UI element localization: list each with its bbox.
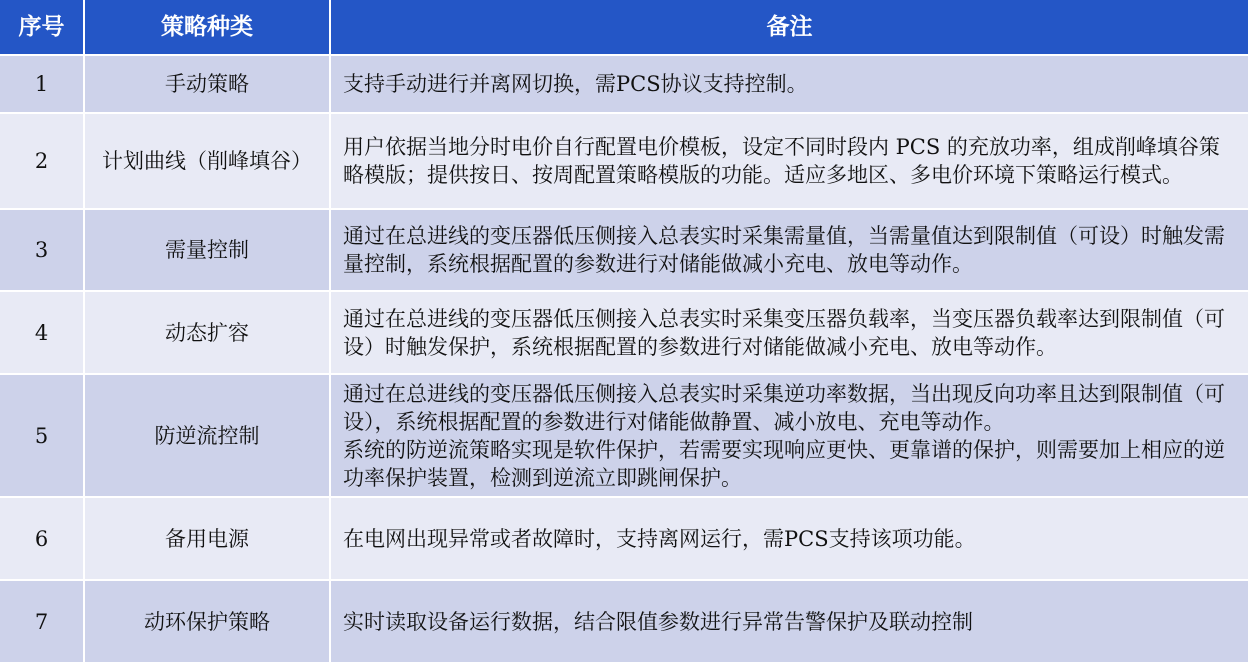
table-row bbox=[0, 114, 1248, 210]
row-note-text: 通过在总进线的变压器低压侧接入总表实时采集逆功率数据，当出现反向功率且达到限制值（可设），系统根据配置的参数进行对储能做静置、减小放电、充电等动作。 bbox=[343, 381, 1225, 434]
row-note-text: 用户依据当地分时电价自行配置电价模板，设定不同时段内 PCS 的充放功率，组成削峰填谷策略模版；提供按日、按周配置策略模版的功能。适应多地区、多电价环境下策略运行模式。 bbox=[343, 135, 1220, 187]
table-row bbox=[0, 498, 1248, 581]
row-note bbox=[331, 114, 1248, 208]
row-note bbox=[331, 498, 1248, 579]
row-num: 7 bbox=[0, 581, 85, 662]
table-header bbox=[0, 0, 1248, 56]
row-type: 动态扩容 bbox=[85, 292, 331, 373]
row-type: 防逆流控制 bbox=[85, 375, 331, 496]
row-note-text: 通过在总进线的变压器低压侧接入总表实时采集变压器负载率，当变压器负载率达到限制值（可设）时触发保护，系统根据配置的参数进行对储能做减小充电、放电等动作。 bbox=[343, 306, 1225, 359]
table-row bbox=[0, 56, 1248, 114]
table-row bbox=[0, 210, 1248, 292]
row-note-text: 通过在总进线的变压器低压侧接入总表实时采集需量值，当需量值达到限制值（可设）时触发需量控制，系统根据配置的参数进行对储能做减小充电、放电等动作。 bbox=[343, 224, 1225, 276]
header-type: 策略种类 bbox=[85, 0, 331, 54]
row-num: 1 bbox=[0, 56, 85, 112]
row-note-text: 实时读取设备运行数据，结合限值参数进行异常告警保护及联动控制 bbox=[343, 609, 973, 634]
row-type: 需量控制 bbox=[85, 210, 331, 290]
table-row bbox=[0, 581, 1248, 664]
row-type: 备用电源 bbox=[85, 498, 331, 579]
row-num: 5 bbox=[0, 375, 85, 496]
table-row bbox=[0, 292, 1248, 375]
header-num: 序号 bbox=[0, 0, 85, 54]
table-row bbox=[0, 375, 1248, 498]
row-note-text-2: 系统的防逆流策略实现是软件保护，若需要实现响应更快、更靠谱的保护，则需要加上相应的逆功率保护装置，检测到逆流立即跳闸保护。 bbox=[343, 437, 1225, 490]
row-type: 手动策略 bbox=[85, 56, 331, 112]
row-note bbox=[331, 581, 1248, 662]
row-num: 2 bbox=[0, 114, 85, 208]
row-num: 3 bbox=[0, 210, 85, 290]
row-type: 动环保护策略 bbox=[85, 581, 331, 662]
row-num: 6 bbox=[0, 498, 85, 579]
row-num: 4 bbox=[0, 292, 85, 373]
row-note bbox=[331, 56, 1248, 112]
header-note: 备注 bbox=[766, 14, 813, 40]
row-note bbox=[331, 210, 1248, 290]
row-note-text: 支持手动进行并离网切换，需PCS协议支持控制。 bbox=[343, 72, 808, 96]
row-type: 计划曲线（削峰填谷） bbox=[85, 114, 331, 208]
row-note bbox=[331, 292, 1248, 373]
row-note-text: 在电网出现异常或者故障时，支持离网运行，需PCS支持该项功能。 bbox=[343, 526, 976, 551]
row-note bbox=[331, 375, 1248, 496]
